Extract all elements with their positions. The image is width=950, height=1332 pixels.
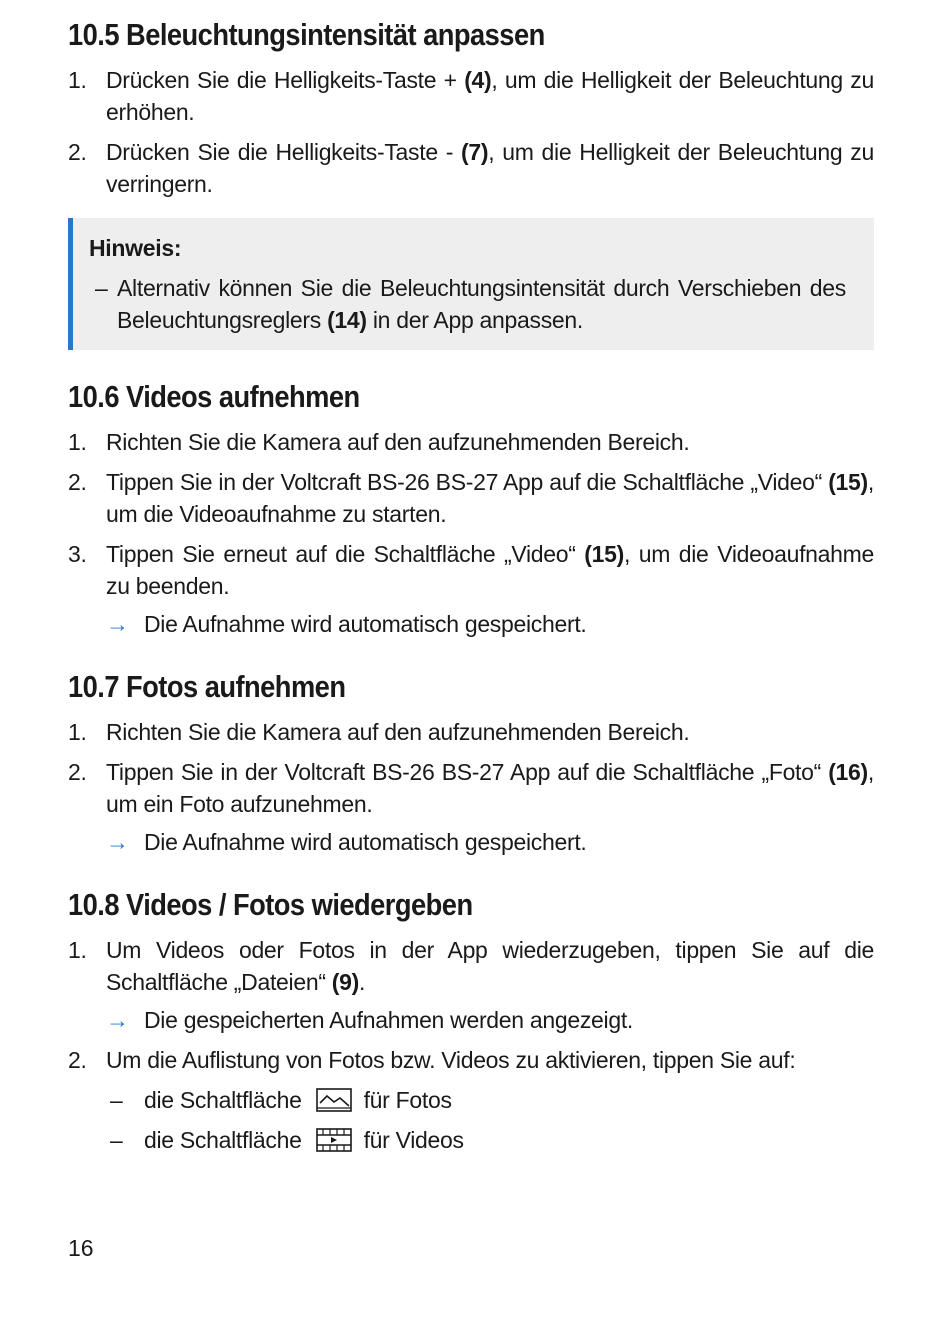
list-item	[68, 136, 874, 200]
step-number: 2.	[68, 1047, 87, 1073]
section-heading: 10.5 Beleuchtungsintensität anpassen	[68, 17, 545, 52]
step-number: 2.	[68, 139, 87, 165]
step-number: 1.	[68, 937, 87, 963]
list-item	[68, 934, 874, 998]
step-text: Um die Auflistung von Fotos bzw. Videos zu aktivieren, tippen Sie auf:	[106, 1047, 796, 1073]
arrow-right-icon: →	[106, 829, 129, 855]
dash-bullet: –	[110, 1087, 123, 1113]
option-item	[68, 1124, 874, 1156]
reference-number: (15)	[828, 469, 868, 495]
step-text	[106, 538, 874, 602]
steps-list	[68, 716, 874, 858]
option-text: für Videos	[363, 1127, 464, 1153]
note-text-part: in der App anpassen.	[366, 307, 583, 333]
list-item	[68, 466, 874, 530]
result-item	[68, 608, 874, 640]
list-item	[68, 756, 874, 820]
step-text-part: , um die Videoaufnahme zu starten.	[106, 469, 874, 527]
reference-number: (16)	[828, 759, 868, 785]
step-text-part: Tippen Sie erneut auf die Schaltfläche „Video“	[106, 541, 585, 567]
step-text-part: Drücken Sie die Helligkeits-Taste +	[106, 67, 465, 93]
step-number: 2.	[68, 759, 87, 785]
section-record-videos	[68, 376, 874, 640]
section-heading: 10.8 Videos / Fotos wiedergeben	[68, 887, 473, 922]
note-text-part: Alternativ können Sie die Beleuchtungsintensität durch Verschieben des Beleuchtungsreglers	[117, 275, 846, 333]
step-text	[106, 64, 874, 128]
result-text: Die Aufnahme wird automatisch gespeichert.	[144, 611, 587, 637]
reference-number: (4)	[464, 67, 492, 93]
step-number: 1.	[68, 67, 87, 93]
step-text: Richten Sie die Kamera auf den aufzunehmenden Bereich.	[106, 429, 690, 455]
reference-number: (9)	[331, 969, 359, 995]
option-text: die Schaltfläche	[144, 1127, 302, 1153]
note-item	[89, 272, 846, 336]
result-item	[68, 1004, 874, 1036]
steps-list	[68, 426, 874, 640]
section-take-photos	[68, 666, 874, 858]
list-item	[68, 64, 874, 128]
step-number: 1.	[68, 429, 87, 455]
dash-bullet: –	[95, 275, 108, 301]
arrow-right-icon: →	[106, 1007, 129, 1033]
page-number: 16	[68, 1235, 94, 1261]
reference-number: (7)	[461, 139, 489, 165]
step-text	[106, 756, 874, 820]
steps-list	[68, 64, 874, 200]
step-text-part: .	[359, 969, 366, 995]
step-text-part: Tippen Sie in der Voltcraft BS-26 BS-27 App auf die Schaltfläche „Foto“	[106, 759, 829, 785]
manual-page	[68, 14, 874, 1156]
result-item	[68, 826, 874, 858]
section-heading: 10.7 Fotos aufnehmen	[68, 669, 346, 704]
dash-bullet: –	[110, 1127, 123, 1153]
step-text-part: , um die Helligkeit der Beleuchtung zu verringern.	[106, 139, 874, 197]
list-item	[68, 538, 874, 602]
step-text-part: Um Videos oder Fotos in der App wiederzugeben, tippen Sie auf die Schaltfläche „Dateien“	[106, 937, 874, 995]
list-item	[68, 426, 874, 458]
option-text: für Fotos	[363, 1087, 452, 1113]
list-item	[68, 1044, 874, 1076]
step-text-part: , um ein Foto aufzunehmen.	[106, 759, 874, 817]
step-text-part: Tippen Sie in der Voltcraft BS-26 BS-27 App auf die Schaltfläche „Video“	[106, 469, 829, 495]
result-text: Die Aufnahme wird automatisch gespeichert.	[144, 829, 587, 855]
step-text	[106, 934, 874, 998]
reference-number: (14)	[327, 307, 367, 333]
note-box	[68, 218, 874, 350]
result-text: Die gespeicherten Aufnahmen werden angezeigt.	[144, 1007, 634, 1033]
step-number: 2.	[68, 469, 87, 495]
option-item	[68, 1084, 874, 1116]
photo-icon	[316, 1088, 352, 1112]
note-title: Hinweis:	[89, 235, 182, 261]
step-number: 1.	[68, 719, 87, 745]
step-text-part: Drücken Sie die Helligkeits-Taste -	[106, 139, 462, 165]
section-playback	[68, 884, 874, 1156]
list-item	[68, 716, 874, 748]
step-text-part: , um die Helligkeit der Beleuchtung zu erhöhen.	[106, 67, 874, 125]
step-text-part: , um die Videoaufnahme zu beenden.	[106, 541, 874, 599]
video-icon	[316, 1128, 352, 1152]
reference-number: (15)	[584, 541, 624, 567]
arrow-right-icon: →	[106, 611, 129, 637]
step-text	[106, 466, 874, 530]
step-number: 3.	[68, 541, 87, 567]
option-text: die Schaltfläche	[144, 1087, 302, 1113]
step-text	[106, 136, 874, 200]
section-brightness	[68, 14, 874, 350]
section-heading: 10.6 Videos aufnehmen	[68, 379, 360, 414]
steps-list	[68, 934, 874, 1156]
step-text: Richten Sie die Kamera auf den aufzunehmenden Bereich.	[106, 719, 690, 745]
